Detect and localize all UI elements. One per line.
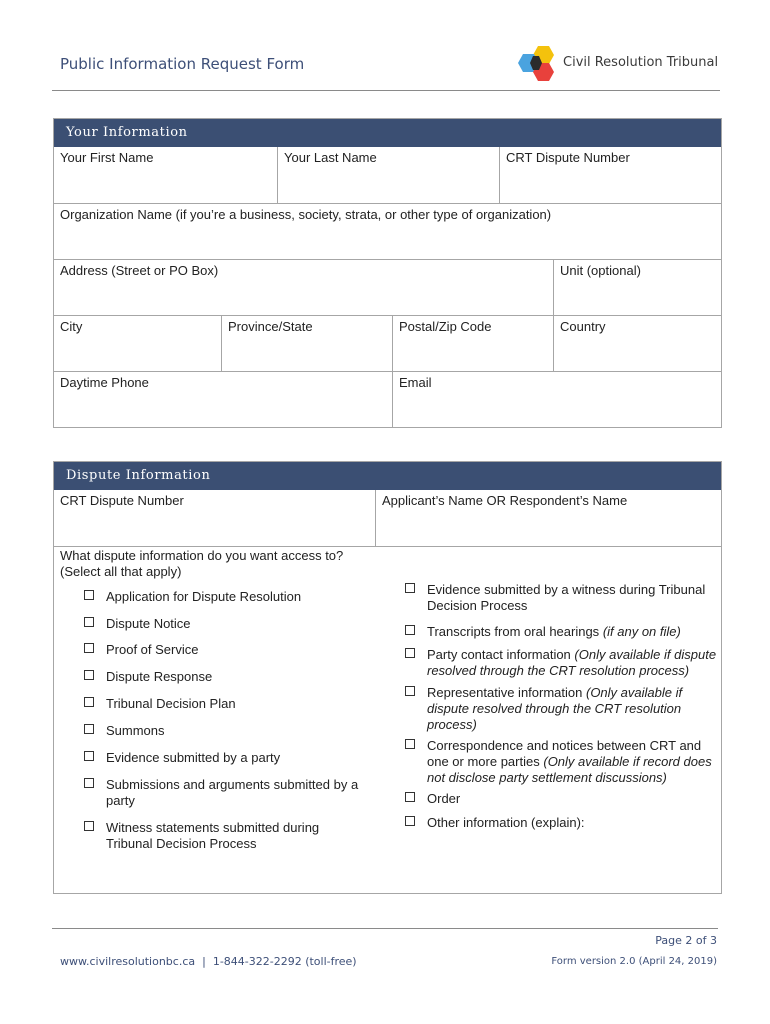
dispute-information-section — [53, 461, 722, 894]
checkbox[interactable] — [84, 821, 94, 831]
checkbox[interactable] — [84, 617, 94, 627]
option-witness-statements[interactable] — [84, 820, 344, 852]
option-representative-info[interactable] — [405, 685, 690, 733]
option-note: (Only available if dispute resolved through the CRT resolution process) — [427, 647, 717, 678]
address-field[interactable] — [54, 260, 553, 315]
option-label: Tribunal Decision Plan — [106, 696, 236, 711]
postal-code-label: Postal/Zip Code — [399, 319, 492, 334]
checkbox[interactable] — [84, 590, 94, 600]
option-text: Transcripts from oral hearings — [427, 624, 600, 639]
address-label: Address (Street or PO Box) — [60, 263, 219, 278]
option-other-information[interactable] — [405, 815, 710, 831]
option-label: Other information (explain): — [427, 815, 585, 830]
option-label: Summons — [106, 723, 165, 738]
checkbox[interactable] — [84, 643, 94, 653]
province-field[interactable] — [221, 316, 392, 371]
option-label: Submissions and arguments submitted by a party — [106, 777, 359, 808]
checkbox[interactable] — [405, 816, 415, 826]
option-correspondence[interactable] — [405, 738, 715, 786]
option-text: Representative information — [427, 685, 583, 700]
logo-text: Civil Resolution Tribunal — [563, 55, 719, 70]
form-title: Public Information Request Form — [60, 55, 305, 73]
form-version: Form version 2.0 (April 24, 2019) — [551, 956, 717, 967]
crt-logo — [516, 44, 721, 84]
checkbox[interactable] — [405, 583, 415, 593]
organization-field[interactable] — [54, 204, 721, 259]
option-label — [427, 738, 715, 786]
email-field[interactable] — [392, 372, 721, 427]
city-field[interactable] — [54, 316, 221, 371]
organization-label: Organization Name (if you’re a business, society, strata, or other type of organization) — [60, 207, 552, 222]
option-label: Application for Dispute Resolution — [106, 589, 302, 604]
daytime-phone-label: Daytime Phone — [60, 375, 149, 390]
footer-contact[interactable]: www.civilresolutionbc.ca | 1-844-322-2292 (toll-free) — [60, 955, 357, 968]
first-name-label: Your First Name — [60, 150, 154, 165]
checkbox[interactable] — [84, 778, 94, 788]
option-proof-of-service[interactable] — [84, 642, 354, 658]
unit-label: Unit (optional) — [560, 263, 641, 278]
option-label: Witness statements submitted during Tribunal Decision Process — [106, 820, 320, 851]
crt-dispute-number-field[interactable] — [499, 147, 721, 203]
your-information-section — [53, 118, 722, 428]
applicant-name-label: Applicant’s Name OR Respondent’s Name — [382, 493, 628, 508]
dispute-crt-number-label: CRT Dispute Number — [60, 493, 184, 508]
option-label — [427, 624, 710, 640]
option-text: Party contact information — [427, 647, 571, 662]
country-label: Country — [560, 319, 606, 334]
dispute-options-area — [54, 546, 721, 893]
option-evidence-by-witness[interactable] — [405, 582, 710, 614]
option-tribunal-decision-plan[interactable] — [84, 696, 354, 712]
option-transcripts[interactable] — [405, 624, 710, 640]
option-note: (if any on file) — [602, 624, 681, 639]
option-application-dispute-resolution[interactable] — [84, 589, 354, 605]
option-dispute-response[interactable] — [84, 669, 354, 685]
unit-field[interactable] — [553, 260, 721, 315]
option-label: Dispute Notice — [106, 616, 191, 631]
option-label — [427, 647, 720, 679]
option-label: Evidence submitted by a witness during Tribunal Decision Process — [427, 582, 706, 613]
option-label — [427, 685, 690, 733]
first-name-field[interactable] — [54, 147, 277, 203]
postal-code-field[interactable] — [392, 316, 553, 371]
last-name-field[interactable] — [277, 147, 499, 203]
checkbox[interactable] — [405, 625, 415, 635]
page-number: Page 2 of 3 — [655, 934, 717, 947]
header-divider — [52, 90, 720, 91]
option-label: Evidence submitted by a party — [106, 750, 281, 765]
option-submissions-arguments[interactable] — [84, 777, 374, 809]
crt-logo-icon — [516, 44, 558, 84]
dispute-crt-number-field[interactable] — [54, 490, 375, 546]
province-label: Province/State — [228, 319, 313, 334]
dispute-information-heading: Dispute Information — [54, 462, 721, 490]
option-note: (Only available if record does not disclose party settlement discussions) — [427, 754, 712, 785]
checkbox[interactable] — [84, 670, 94, 680]
checkbox[interactable] — [84, 751, 94, 761]
country-field[interactable] — [553, 316, 721, 371]
email-label: Email — [399, 375, 432, 390]
dispute-question-line2: (Select all that apply) — [60, 564, 182, 579]
crt-dispute-number-label: CRT Dispute Number — [506, 150, 630, 165]
checkbox[interactable] — [405, 648, 415, 658]
daytime-phone-field[interactable] — [54, 372, 392, 427]
option-text: Correspondence and notices between CRT and one or more parties — [427, 738, 702, 769]
footer-divider — [52, 928, 718, 929]
option-summons[interactable] — [84, 723, 354, 739]
dispute-question — [60, 548, 343, 580]
checkbox[interactable] — [84, 724, 94, 734]
checkbox[interactable] — [84, 697, 94, 707]
your-information-heading: Your Information — [54, 119, 721, 147]
option-label: Dispute Response — [106, 669, 213, 684]
option-party-contact-info[interactable] — [405, 647, 720, 679]
option-order[interactable] — [405, 791, 710, 807]
applicant-name-field[interactable] — [375, 490, 721, 546]
city-label: City — [60, 319, 83, 334]
option-label: Proof of Service — [106, 642, 199, 657]
option-evidence-by-party[interactable] — [84, 750, 354, 766]
checkbox[interactable] — [405, 686, 415, 696]
option-label: Order — [427, 791, 461, 806]
last-name-label: Your Last Name — [284, 150, 377, 165]
dispute-question-line1: What dispute information do you want access to? — [60, 548, 344, 563]
checkbox[interactable] — [405, 739, 415, 749]
checkbox[interactable] — [405, 792, 415, 802]
option-dispute-notice[interactable] — [84, 616, 354, 632]
option-note: (Only available if dispute resolved through the CRT resolution process) — [427, 685, 683, 732]
